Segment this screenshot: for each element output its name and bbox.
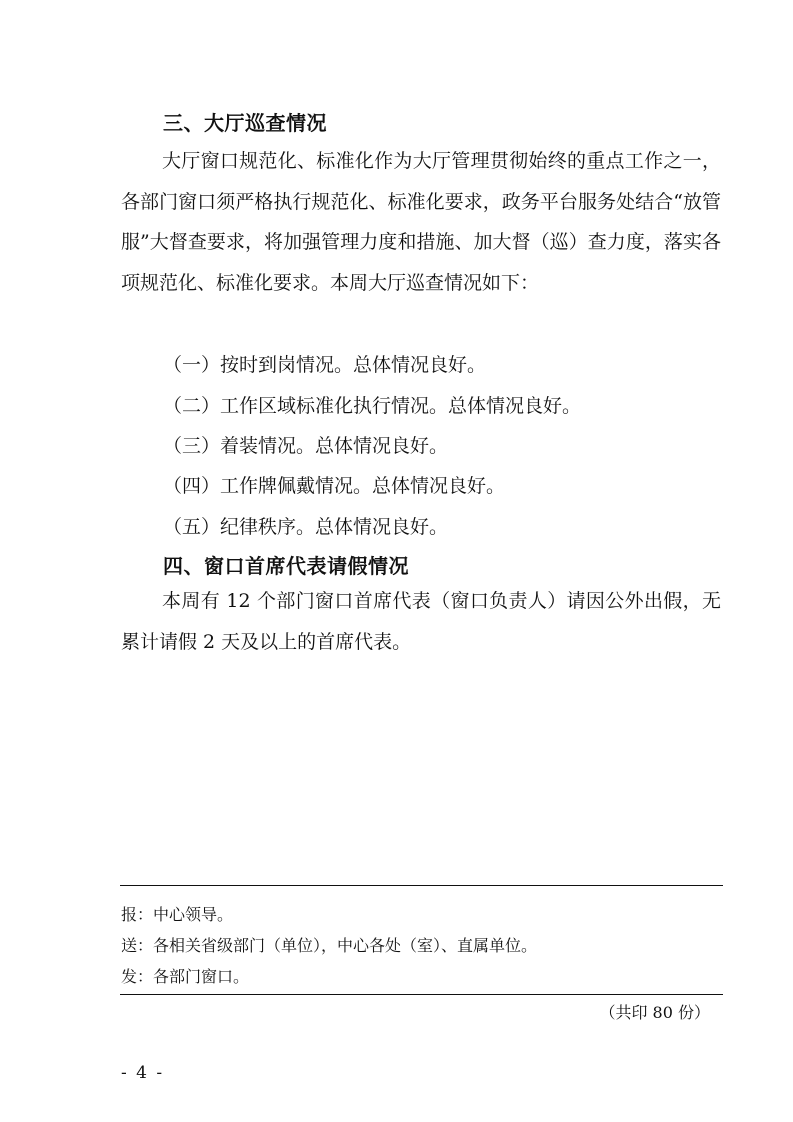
inspection-item-discipline: （五）纪律秩序。总体情况良好。: [163, 516, 449, 538]
page-number: - 4 -: [121, 1063, 165, 1083]
inspection-item-attire: （三）着装情况。总体情况良好。: [163, 435, 449, 457]
copies-count: （共印 80 份）: [599, 1003, 710, 1022]
bottom-rule: [120, 994, 723, 995]
inspection-item-badge: （四）工作牌佩戴情况。总体情况良好。: [163, 475, 506, 497]
section-heading-leave: 四、窗口首席代表请假情况: [163, 554, 409, 578]
report-to-line: 报：中心领导。: [121, 905, 234, 924]
send-to-line: 送：各相关省级部门（单位），中心各处（室）、直属单位。: [121, 936, 538, 955]
inspection-paragraph: 大厅窗口规范化、标准化作为大厅管理贯彻始终的重点工作之一，各部门窗口须严格执行规范化、标准化要求，政务平台服务处结合“放管服”大督查要求，将加强管理力度和措施、加大督（巡）查力度，落实各项规范化、标准化要求。本周大厅巡查情况如下：: [121, 150, 721, 294]
top-rule: [120, 885, 723, 886]
inspection-item-punctuality: （一）按时到岗情况。总体情况良好。: [163, 354, 487, 376]
leave-paragraph: 本周有 12 个部门窗口首席代表（窗口负责人）请因公外出假，无累计请假 2 天及以上的首席代表。: [121, 590, 721, 653]
inspection-item-work-area: （二）工作区域标准化执行情况。总体情况良好。: [163, 395, 582, 417]
section-heading-inspection: 三、大厅巡查情况: [163, 111, 327, 135]
issue-to-line: 发：各部门窗口。: [121, 967, 250, 986]
